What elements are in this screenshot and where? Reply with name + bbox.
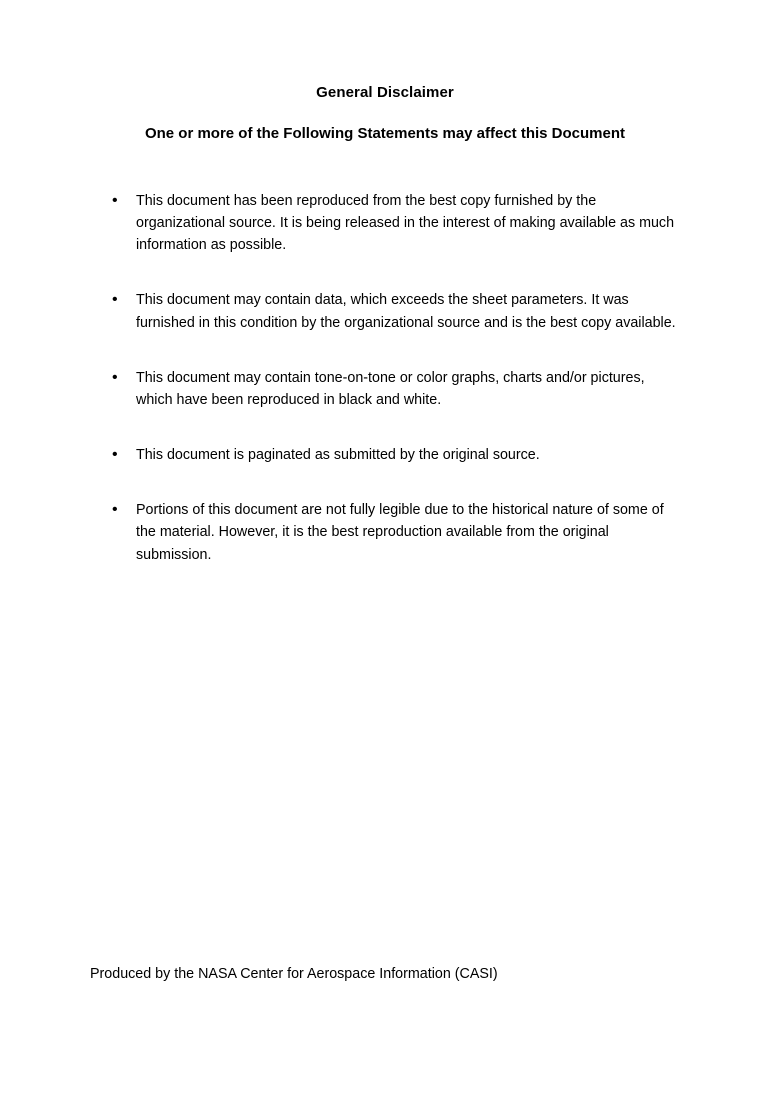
list-item-text: This document may contain data, which exceeds the sheet parameters. It was furnished in this condition by the organizational source and is the best copy available.: [136, 292, 676, 331]
list-item-text: This document is paginated as submitted by the original source.: [136, 447, 540, 464]
document-page: [0, 84, 770, 1108]
title-block: [0, 84, 770, 143]
list-item-text: Portions of this document are not fully legible due to the historical nature of some of the material. However, it is the best reproduction available from the original submission.: [136, 502, 664, 563]
list-item: [112, 499, 678, 565]
list-item: [112, 444, 678, 466]
bullet-icon: •: [112, 291, 118, 309]
bullet-icon: •: [112, 192, 118, 209]
statements-list: [0, 190, 770, 566]
page-title: General Disclaimer: [316, 84, 454, 101]
list-item: [112, 190, 678, 256]
list-item: [112, 289, 678, 333]
bullet-icon: •: [112, 446, 118, 464]
list-item-text: This document may contain tone-on-tone or color graphs, charts and/or pictures, which have been reproduced in black and white.: [136, 369, 645, 408]
list-item-text: This document has been reproduced from the best copy furnished by the organizational source. It is being released in the interest of making available as much information as possible.: [136, 193, 675, 254]
footer-text: Produced by the NASA Center for Aerospace Information (CASI): [90, 966, 498, 982]
bullet-icon: •: [112, 368, 118, 386]
bullet-icon: •: [112, 501, 118, 519]
page-subtitle: One or more of the Following Statements may affect this Document: [144, 125, 626, 142]
list-item: [112, 367, 678, 411]
